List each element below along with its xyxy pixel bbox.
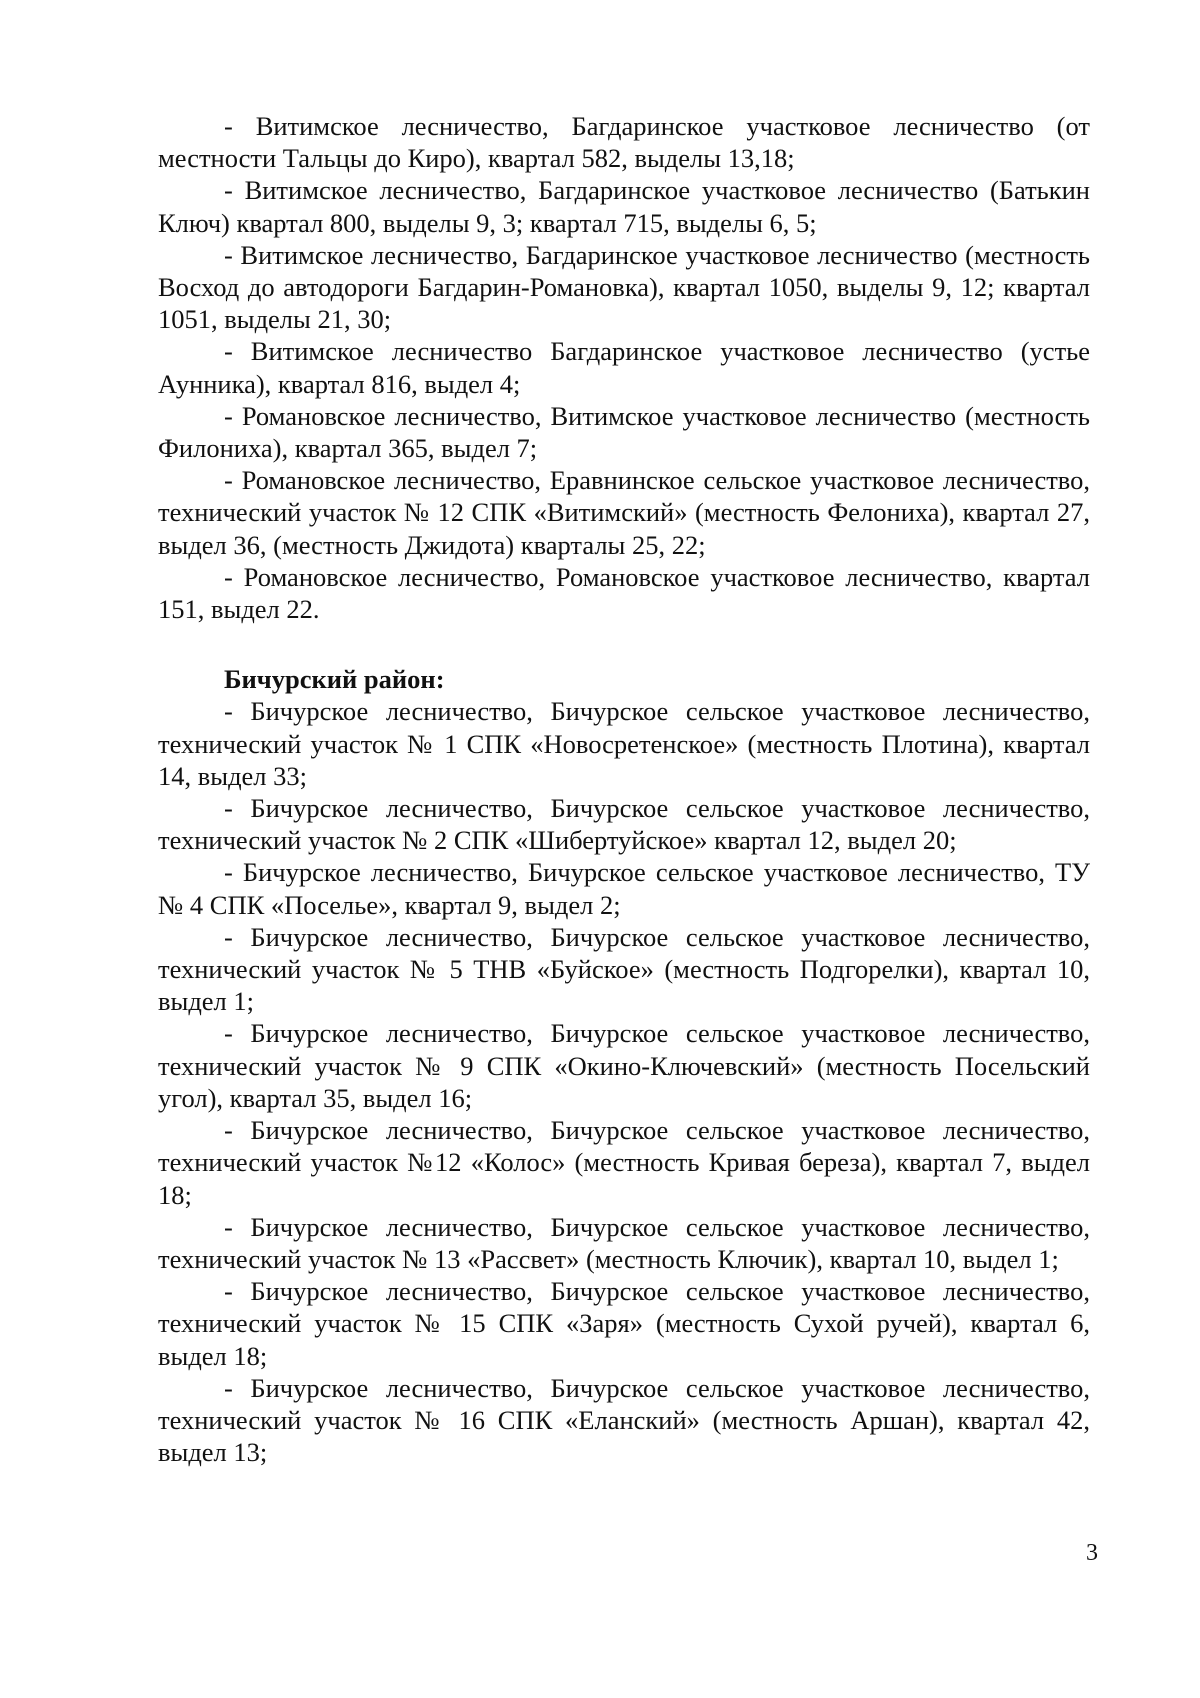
list-item: - Романовское лесничество, Романовское участковое лесничество, квартал 151, выдел 22. bbox=[158, 561, 1090, 625]
page-number: 3 bbox=[1086, 1540, 1098, 1566]
list-item: - Витимское лесничество, Багдаринское участковое лесничество (местность Восход до автодороги Багдарин-Романовка), квартал 1050, выделы 9, 12; квартал 1051, выделы 21, 30; bbox=[158, 239, 1090, 335]
list-item: - Бичурское лесничество, Бичурское сельское участковое лесничество, технический участок № 16 СПК «Еланский» (местность Аршан), квартал 42, выдел 13; bbox=[158, 1372, 1090, 1468]
section-spacer bbox=[158, 625, 1090, 663]
list-item: - Бичурское лесничество, Бичурское сельское участковое лесничество, технический участок № 9 СПК «Окино-Ключевский» (местность Посельский угол), квартал 35, выдел 16; bbox=[158, 1018, 1090, 1113]
list-item: - Бичурское лесничество, Бичурское сельское участковое лесничество, ТУ № 4 СПК «Поселье», квартал 9, выдел 2; bbox=[158, 857, 1090, 920]
document-body bbox=[158, 110, 1090, 1468]
list-item: - Бичурское лесничество, Бичурское сельское участковое лесничество, технический участок № 5 ТНВ «Буйское» (местность Подгорелки), квартал 10, выдел 1; bbox=[158, 921, 1090, 1017]
list-item: - Витимское лесничество, Багдаринское участковое лесничество (от местности Тальцы до Киро), квартал 582, выделы 13,18; bbox=[158, 111, 1090, 174]
list-item: - Романовское лесничество, Еравнинское сельское участковое лесничество, технический участок № 12 СПК «Витимский» (местность Фелониха), квартал 27, выдел 36, (местность Джидота) кварталы 25, 22; bbox=[158, 465, 1090, 560]
list-item: - Витимское лесничество Багдаринское участковое лесничество (устье Аунника), квартал 816, выдел 4; bbox=[158, 336, 1090, 399]
list-item: - Бичурское лесничество, Бичурское сельское участковое лесничество, технический участок № 2 СПК «Шибертуйское» квартал 12, выдел 20; bbox=[158, 793, 1090, 856]
list-item: - Бичурское лесничество, Бичурское сельское участковое лесничество, технический участок № 15 СПК «Заря» (местность Сухой ручей), квартал 6, выдел 18; bbox=[158, 1276, 1090, 1371]
section-heading: Бичурский район: bbox=[224, 664, 445, 695]
list-item: - Витимское лесничество, Багдаринское участковое лесничество (Батькин Ключ) квартал 800, выделы 9, 3; квартал 715, выделы 6, 5; bbox=[158, 175, 1090, 238]
list-item: - Бичурское лесничество, Бичурское сельское участковое лесничество, технический участок № 13 «Рассвет» (местность Ключик), квартал 10, выдел 1; bbox=[158, 1211, 1090, 1274]
list-item: - Романовское лесничество, Витимское участковое лесничество (местность Филониха), квартал 365, выдел 7; bbox=[158, 400, 1090, 464]
list-item: - Бичурское лесничество, Бичурское сельское участковое лесничество, технический участок № 1 СПК «Новосретенское» (местность Плотина), квартал 14, выдел 33; bbox=[158, 696, 1090, 791]
list-item: - Бичурское лесничество, Бичурское сельское участковое лесничество, технический участок №12 «Колос» (местность Кривая береза), квартал 7, выдел 18; bbox=[158, 1115, 1090, 1210]
